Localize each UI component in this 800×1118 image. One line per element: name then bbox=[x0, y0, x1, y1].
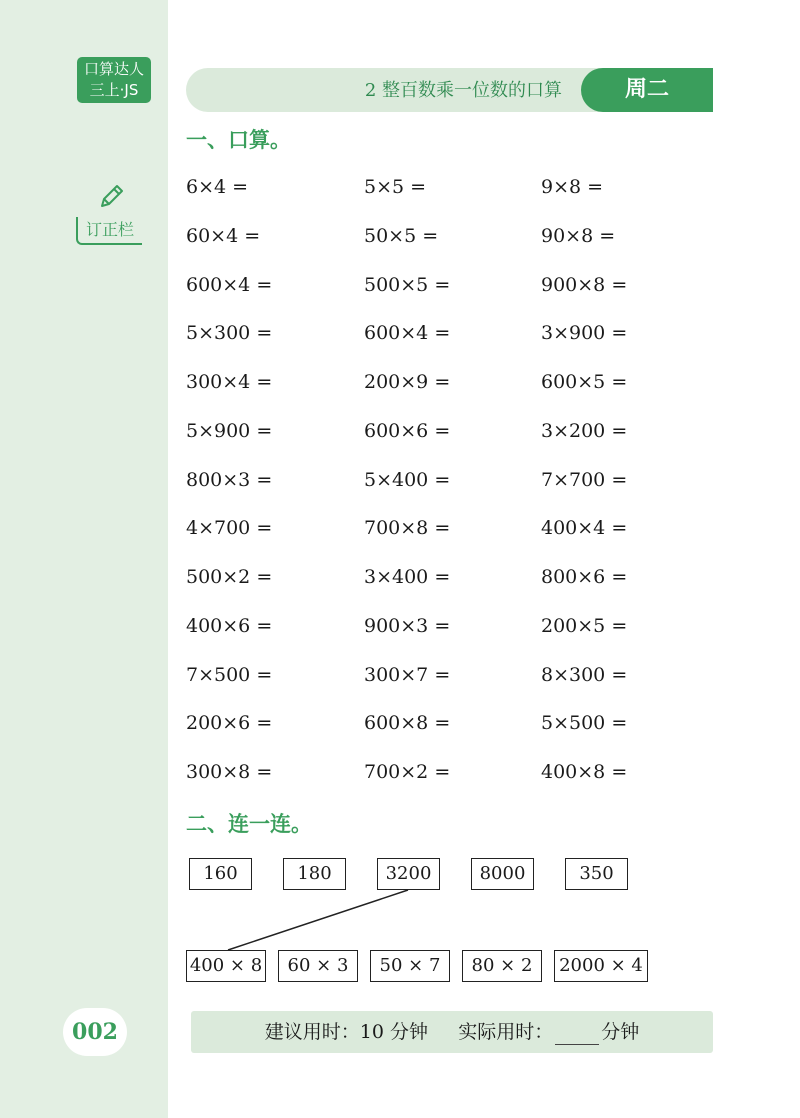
time-bar bbox=[191, 1011, 713, 1053]
correction-column-label: 订正栏 bbox=[76, 217, 142, 245]
math-problem[interactable]: 900×8 = bbox=[541, 273, 628, 296]
expression-box[interactable]: 60 × 3 bbox=[278, 950, 358, 982]
expression-box[interactable]: 2000 × 4 bbox=[554, 950, 648, 982]
math-problem[interactable]: 3×900 = bbox=[541, 322, 628, 345]
math-problem[interactable]: 4×700 = bbox=[186, 517, 273, 540]
result-box[interactable]: 180 bbox=[283, 858, 346, 890]
section-2-title: 二、连一连。 bbox=[186, 811, 312, 836]
result-box[interactable]: 8000 bbox=[471, 858, 534, 890]
math-problem[interactable]: 5×400 = bbox=[364, 468, 451, 491]
section-1-title: 一、口算。 bbox=[186, 127, 291, 152]
math-problem[interactable]: 90×8 = bbox=[541, 224, 616, 247]
brand-title: 口算达人 bbox=[83, 60, 144, 78]
math-problem[interactable]: 200×9 = bbox=[364, 371, 451, 393]
page-number: 002 bbox=[63, 1008, 127, 1056]
math-problem[interactable]: 8×300 = bbox=[541, 663, 628, 686]
math-problem[interactable]: 500×5 = bbox=[364, 273, 451, 296]
math-problem[interactable]: 600×4 = bbox=[186, 273, 273, 296]
math-problem[interactable]: 300×7 = bbox=[364, 663, 451, 686]
day-tab: 周二 bbox=[581, 68, 713, 112]
result-box[interactable]: 3200 bbox=[377, 858, 440, 890]
math-problem[interactable]: 3×400 = bbox=[364, 566, 451, 588]
math-problem[interactable]: 800×6 = bbox=[541, 566, 628, 588]
math-problem[interactable]: 500×2 = bbox=[186, 566, 273, 588]
expression-box[interactable]: 80 × 2 bbox=[462, 950, 542, 982]
math-problem[interactable]: 700×8 = bbox=[364, 517, 451, 540]
brand-subtitle: 三上·JS bbox=[89, 81, 139, 99]
math-problem[interactable]: 7×700 = bbox=[541, 468, 628, 491]
math-problem[interactable]: 60×4 = bbox=[186, 224, 261, 247]
math-problem[interactable]: 600×4 = bbox=[364, 322, 451, 345]
math-problem[interactable]: 400×4 = bbox=[541, 517, 628, 540]
math-problem[interactable]: 700×2 = bbox=[364, 761, 451, 783]
math-problem[interactable]: 5×300 = bbox=[186, 322, 273, 345]
math-problem[interactable]: 600×8 = bbox=[364, 712, 451, 735]
math-problem[interactable]: 200×5 = bbox=[541, 614, 628, 637]
math-problem[interactable]: 200×6 = bbox=[186, 712, 273, 735]
lesson-topic: 2 整百数乘一位数的口算 bbox=[364, 80, 562, 101]
actual-time-blank[interactable] bbox=[555, 1022, 599, 1045]
math-problem[interactable]: 600×5 = bbox=[541, 371, 628, 393]
math-problem[interactable]: 300×4 = bbox=[186, 371, 273, 393]
math-problem[interactable]: 5×900 = bbox=[186, 419, 273, 442]
math-problem[interactable]: 5×5 = bbox=[364, 176, 427, 198]
math-problem[interactable]: 50×5 = bbox=[364, 224, 439, 247]
math-problem[interactable]: 5×500 = bbox=[541, 712, 628, 735]
math-problem[interactable]: 600×6 = bbox=[364, 419, 451, 442]
math-problem[interactable]: 9×8 = bbox=[541, 176, 604, 198]
math-problem[interactable]: 7×500 = bbox=[186, 663, 273, 686]
math-problem[interactable]: 800×3 = bbox=[186, 468, 273, 491]
expression-box[interactable]: 400 × 8 bbox=[186, 950, 266, 982]
suggested-time: 建议用时：10 分钟 bbox=[264, 1021, 428, 1043]
math-problem[interactable]: 400×6 = bbox=[186, 614, 273, 637]
math-problem[interactable]: 300×8 = bbox=[186, 761, 273, 783]
expression-box[interactable]: 50 × 7 bbox=[370, 950, 450, 982]
math-problem[interactable]: 400×8 = bbox=[541, 761, 628, 783]
math-problem[interactable]: 3×200 = bbox=[541, 419, 628, 442]
math-problem[interactable]: 900×3 = bbox=[364, 614, 451, 637]
result-box[interactable]: 160 bbox=[189, 858, 252, 890]
actual-time-unit: 分钟 bbox=[601, 1021, 640, 1043]
math-problem[interactable]: 6×4 = bbox=[186, 176, 249, 198]
result-box[interactable]: 350 bbox=[565, 858, 628, 890]
actual-time-label: 实际用时： bbox=[458, 1021, 554, 1043]
